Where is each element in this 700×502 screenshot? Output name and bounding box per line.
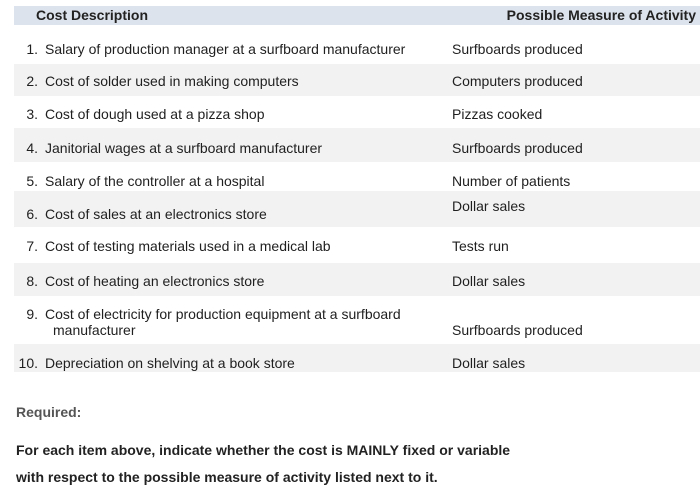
activity-measure: Tests run [452, 238, 509, 254]
cost-description-header: Cost Description [36, 7, 149, 23]
table-row [14, 191, 700, 227]
table-row [14, 64, 700, 96]
table-row [14, 162, 700, 191]
row-number: 1. [26, 41, 38, 57]
table-row [14, 344, 700, 372]
activity-measure: Surfboards produced [452, 41, 583, 57]
activity-measure: Dollar sales [452, 273, 526, 289]
cost-description: Janitorial wages at a surfboard manufacturer [45, 140, 323, 156]
table-row [14, 263, 700, 296]
cost-description: Cost of dough used at a pizza shop [45, 106, 265, 122]
cost-description-line1: Cost of electricity for production equipment at a surfboard [45, 306, 401, 322]
cost-description [45, 306, 425, 338]
activity-measure: Pizzas cooked [452, 106, 543, 122]
cost-description: Depreciation on shelving at a book store [45, 355, 295, 371]
cost-description: Salary of production manager at a surfboard manufacturer [45, 41, 406, 57]
activity-measure: Dollar sales [452, 355, 526, 371]
required-label: Required: [16, 404, 82, 420]
table-row [14, 96, 700, 128]
activity-measure: Surfboards produced [452, 140, 583, 156]
cost-description: Salary of the controller at a hospital [45, 173, 265, 189]
activity-measure: Number of patients [452, 173, 571, 189]
cost-description: Cost of sales at an electronics store [45, 206, 267, 222]
activity-measure: Surfboards produced [452, 322, 583, 338]
row-number: 7. [26, 238, 38, 254]
row-number: 9. [26, 306, 38, 322]
instructions [16, 437, 510, 491]
cost-description-line2: manufacturer [53, 322, 136, 338]
cost-description: Cost of testing materials used in a medical lab [45, 238, 331, 254]
row-number: 10. [18, 355, 38, 371]
row-number: 6. [26, 206, 38, 222]
cost-description: Cost of heating an electronics store [45, 273, 265, 289]
cost-description: Cost of solder used in making computers [45, 73, 299, 89]
table-row [14, 32, 700, 64]
table-row [14, 296, 700, 344]
row-number: 4. [26, 140, 38, 156]
table-row [14, 128, 700, 162]
row-number: 8. [26, 273, 38, 289]
table-row [14, 227, 700, 263]
instructions-line1: For each item above, indicate whether the cost is MAINLY fixed or variable [16, 442, 511, 458]
measure-of-activity-header: Possible Measure of Activity [506, 7, 696, 23]
activity-measure: Computers produced [452, 73, 583, 89]
row-number: 3. [26, 106, 38, 122]
activity-measure: Dollar sales [452, 198, 526, 214]
row-number: 5. [26, 173, 38, 189]
instructions-line2: with respect to the possible measure of activity listed next to it. [16, 469, 438, 485]
row-number: 2. [26, 73, 38, 89]
